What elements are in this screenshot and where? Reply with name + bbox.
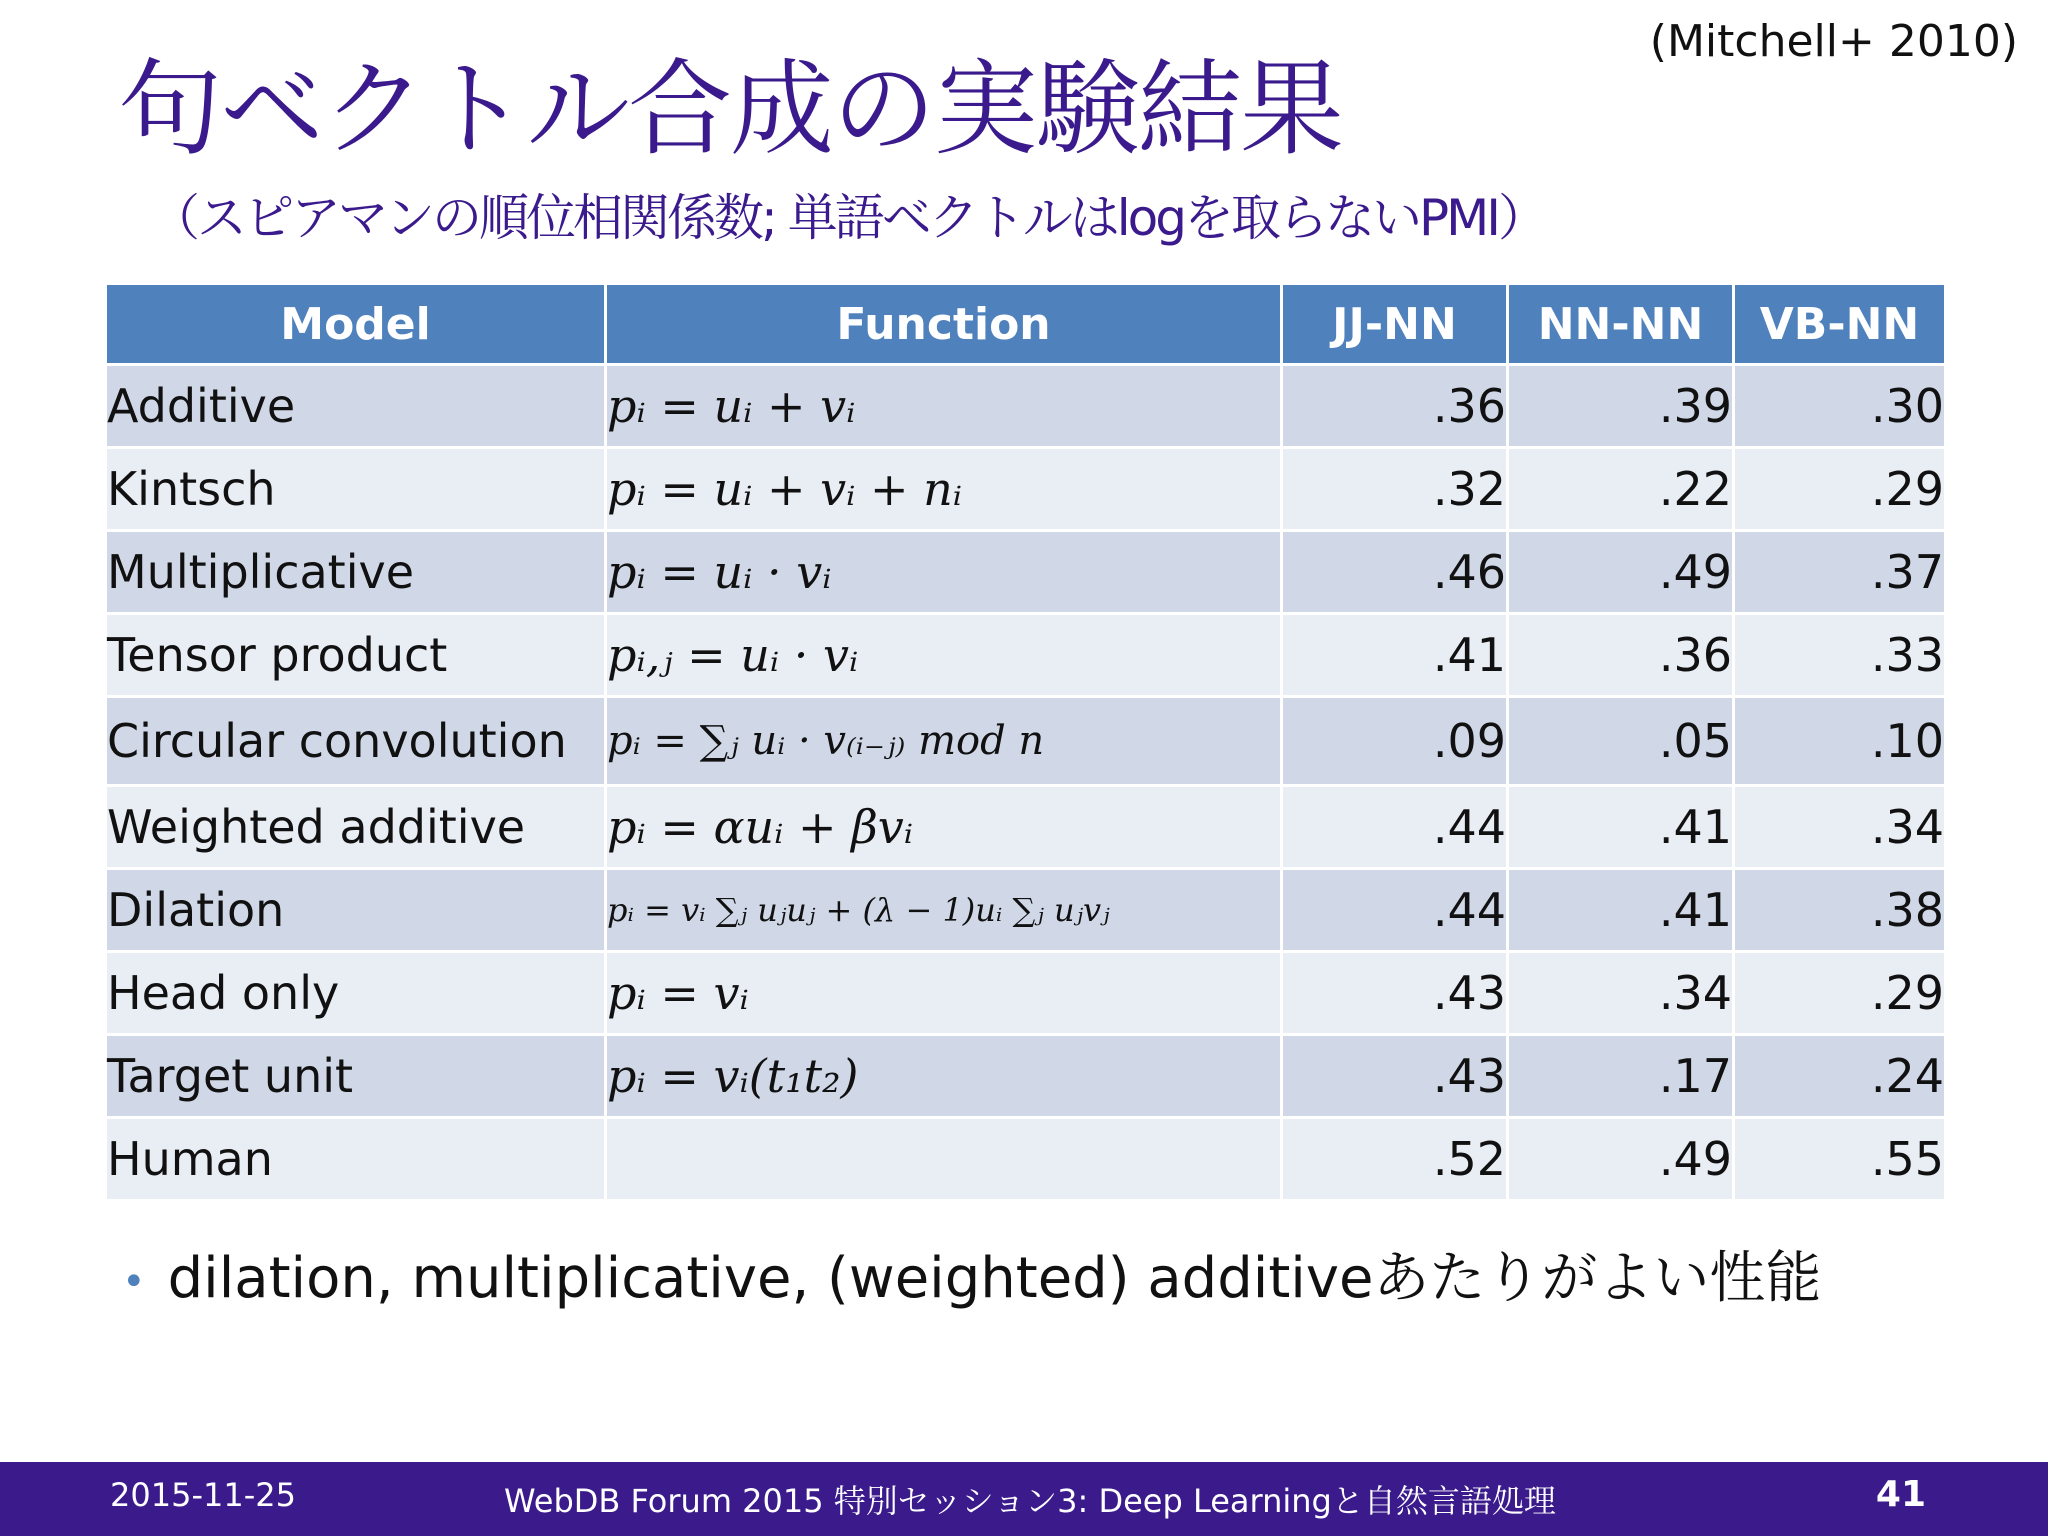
jj-nn-cell: .43 xyxy=(1282,952,1508,1035)
vb-nn-cell: .24 xyxy=(1734,1035,1946,1118)
nn-nn-cell: .49 xyxy=(1508,1118,1734,1201)
table-header-row xyxy=(106,284,1946,365)
jj-nn-cell: .09 xyxy=(1282,697,1508,786)
footer-event: WebDB Forum 2015 特別セッション3: Deep Learningと自然言語処理 xyxy=(504,1482,1556,1520)
slide-subtitle: （スピアマンの順位相関係数; 単語ベクトルはlogを取らないPMI） xyxy=(150,189,1545,247)
table-row xyxy=(106,1118,1946,1201)
nn-nn-cell: .39 xyxy=(1508,365,1734,448)
model-cell: Target unit xyxy=(106,1035,606,1118)
jj-nn-cell: .52 xyxy=(1282,1118,1508,1201)
function-cell: pᵢ = vᵢ ∑ⱼ uⱼuⱼ + (λ − 1)uᵢ ∑ⱼ uⱼvⱼ xyxy=(606,869,1282,952)
citation: (Mitchell+ 2010) xyxy=(1649,16,2018,67)
vb-nn-cell: .10 xyxy=(1734,697,1946,786)
table-row xyxy=(106,786,1946,869)
vb-nn-cell: .38 xyxy=(1734,869,1946,952)
model-cell: Head only xyxy=(106,952,606,1035)
model-cell: Tensor product xyxy=(106,614,606,697)
vb-nn-cell: .55 xyxy=(1734,1118,1946,1201)
nn-nn-cell: .22 xyxy=(1508,448,1734,531)
table-row xyxy=(106,1035,1946,1118)
footer-date: 2015-11-25 xyxy=(110,1476,296,1514)
function-cell: pᵢ = αuᵢ + βvᵢ xyxy=(606,786,1282,869)
model-cell: Circular convolution xyxy=(106,697,606,786)
column-header-jj-nn: JJ-NN xyxy=(1282,284,1508,365)
vb-nn-cell: .29 xyxy=(1734,952,1946,1035)
model-cell: Kintsch xyxy=(106,448,606,531)
column-header-vb-nn: VB-NN xyxy=(1734,284,1946,365)
table-row xyxy=(106,869,1946,952)
nn-nn-cell: .05 xyxy=(1508,697,1734,786)
page-number: 41 xyxy=(1875,1474,1926,1515)
nn-nn-cell: .17 xyxy=(1508,1035,1734,1118)
vb-nn-cell: .29 xyxy=(1734,448,1946,531)
table-row xyxy=(106,448,1946,531)
nn-nn-cell: .41 xyxy=(1508,786,1734,869)
table-row xyxy=(106,697,1946,786)
jj-nn-cell: .44 xyxy=(1282,786,1508,869)
column-header-nn-nn: NN-NN xyxy=(1508,284,1734,365)
vb-nn-cell: .30 xyxy=(1734,365,1946,448)
jj-nn-cell: .32 xyxy=(1282,448,1508,531)
model-cell: Human xyxy=(106,1118,606,1201)
footer-bar xyxy=(0,1462,2048,1536)
results-table xyxy=(104,282,1947,1202)
table-row xyxy=(106,531,1946,614)
summary-bullet xyxy=(122,1234,1821,1314)
jj-nn-cell: .41 xyxy=(1282,614,1508,697)
jj-nn-cell: .46 xyxy=(1282,531,1508,614)
vb-nn-cell: .33 xyxy=(1734,614,1946,697)
model-cell: Multiplicative xyxy=(106,531,606,614)
nn-nn-cell: .36 xyxy=(1508,614,1734,697)
table-row xyxy=(106,614,1946,697)
function-cell: pᵢ = uᵢ + vᵢ xyxy=(606,365,1282,448)
vb-nn-cell: .37 xyxy=(1734,531,1946,614)
jj-nn-cell: .36 xyxy=(1282,365,1508,448)
function-cell xyxy=(606,1118,1282,1201)
function-cell: pᵢ,ⱼ = uᵢ · vᵢ xyxy=(606,614,1282,697)
model-cell: Dilation xyxy=(106,869,606,952)
bullet-dot-icon: • xyxy=(122,1258,146,1305)
function-cell: pᵢ = vᵢ xyxy=(606,952,1282,1035)
nn-nn-cell: .49 xyxy=(1508,531,1734,614)
summary-bullet-text: dilation, multiplicative, (weighted) additiveあたりがよい性能 xyxy=(167,1246,1822,1311)
function-cell: pᵢ = vᵢ(t₁t₂) xyxy=(606,1035,1282,1118)
vb-nn-cell: .34 xyxy=(1734,786,1946,869)
nn-nn-cell: .41 xyxy=(1508,869,1734,952)
model-cell: Additive xyxy=(106,365,606,448)
table-row xyxy=(106,952,1946,1035)
nn-nn-cell: .34 xyxy=(1508,952,1734,1035)
slide-title: 句ベクトル合成の実験結果 xyxy=(118,48,1343,170)
column-header-function: Function xyxy=(606,284,1282,365)
table-row xyxy=(106,365,1946,448)
jj-nn-cell: .43 xyxy=(1282,1035,1508,1118)
function-cell: pᵢ = uᵢ · vᵢ xyxy=(606,531,1282,614)
function-cell: pᵢ = uᵢ + vᵢ + nᵢ xyxy=(606,448,1282,531)
model-cell: Weighted additive xyxy=(106,786,606,869)
jj-nn-cell: .44 xyxy=(1282,869,1508,952)
column-header-model: Model xyxy=(106,284,606,365)
function-cell: pᵢ = ∑ⱼ uᵢ · v₍ᵢ₋ⱼ₎ mod n xyxy=(606,697,1282,786)
